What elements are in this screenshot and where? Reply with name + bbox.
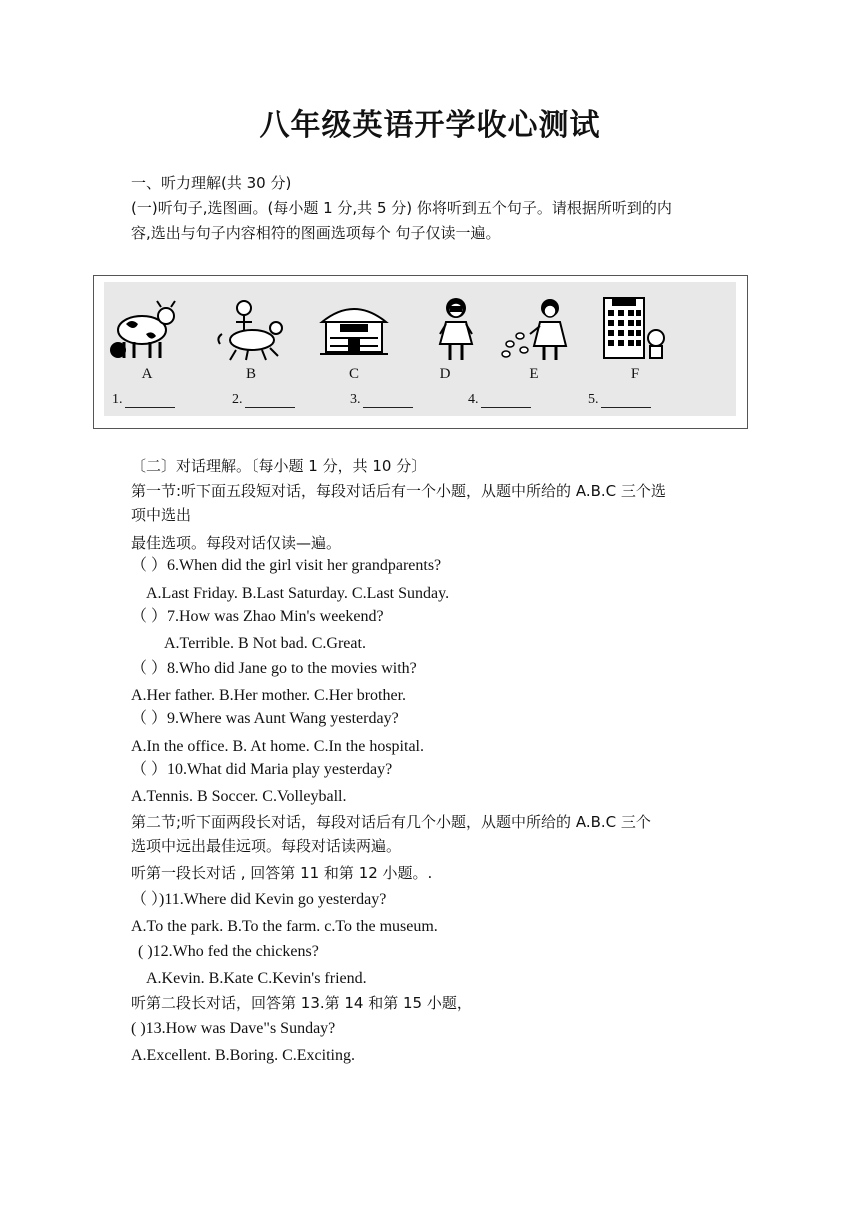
answer-blank: 3. bbox=[350, 392, 413, 408]
question-11: （ ）)11.Where did Kevin go yesterday? bbox=[131, 891, 387, 908]
answer-blank: 1. bbox=[112, 392, 175, 408]
hospital-icon bbox=[598, 294, 670, 364]
building-icon bbox=[318, 294, 390, 364]
question-8: （ ）8.Who did Jane go to the movies with? bbox=[131, 660, 417, 677]
picture-options-figure bbox=[93, 275, 748, 429]
long-dialogue-1-instruction: 听第一段长对话 , 回答第 11 和第 12 小题。. bbox=[131, 864, 433, 882]
question-6: （ ）6.When did the girl visit her grandparents? bbox=[131, 557, 442, 574]
option-letter: D bbox=[439, 366, 451, 382]
option-letter: E bbox=[529, 366, 539, 382]
instruction-line: 容,选出与句子内容相符的图画选项每个 句子仅读一遍。 bbox=[131, 224, 501, 242]
picture-strip bbox=[104, 282, 736, 416]
question-9-options: A.In the office. B. At home. C.In the hospital. bbox=[131, 738, 424, 755]
section-heading-dialogue: 〔二〕对话理解。〔每小题 1 分，共 10 分〕 bbox=[131, 457, 427, 475]
page-title: 八年级英语开学收心测试 bbox=[259, 108, 601, 143]
question-10: （ ）10.What did Maria play yesterday? bbox=[131, 761, 393, 778]
girl-camera-icon bbox=[420, 294, 492, 364]
boy-on-horse-icon bbox=[214, 294, 286, 364]
instruction-line: (一)听句子,选图画。(每小题 1 分,共 5 分) 你将听到五个句子。请根据所听到的内 bbox=[131, 199, 672, 217]
option-letter: C bbox=[348, 366, 359, 382]
answer-blank: 4. bbox=[468, 392, 531, 408]
option-letter: A bbox=[141, 366, 153, 382]
question-12-options: A.Kevin. B.Kate C.Kevin's friend. bbox=[146, 970, 367, 987]
instruction-line: 第一节:听下面五段短对话，每段对话后有一个小题，从题中所给的 A.B.C 三个选 bbox=[131, 482, 666, 500]
answer-blank: 2. bbox=[232, 392, 295, 408]
girl-chickens-icon bbox=[500, 294, 572, 364]
question-7: （ ）7.How was Zhao Min's weekend? bbox=[131, 608, 384, 625]
option-letter: F bbox=[630, 366, 640, 382]
instruction-line: 最佳选项。每段对话仅读—遍。 bbox=[131, 534, 342, 552]
question-11-options: A.To the park. B.To the farm. c.To the museum. bbox=[131, 918, 438, 935]
section-heading-listening: 一、听力理解(共 30 分) bbox=[131, 174, 292, 192]
option-letter: B bbox=[245, 366, 256, 382]
question-13-options: A.Excellent. B.Boring. C.Exciting. bbox=[131, 1047, 355, 1064]
instruction-line: 第二节;听下面两段长对话，每段对话后有几个小题，从题中所给的 A.B.C 三个 bbox=[131, 813, 651, 831]
answer-blank: 5. bbox=[588, 392, 651, 408]
instruction-line: 项中选出 bbox=[131, 506, 192, 524]
question-8-options: A.Her father. B.Her mother. C.Her brother. bbox=[131, 687, 407, 704]
cow-icon bbox=[108, 294, 180, 364]
question-6-options: A.Last Friday. B.Last Saturday. C.Last Sunday. bbox=[146, 585, 450, 602]
question-9: （ ）9.Where was Aunt Wang yesterday? bbox=[131, 710, 399, 727]
question-13: ( )13.How was Dave"s Sunday? bbox=[131, 1020, 336, 1037]
question-10-options: A.Tennis. B Soccer. C.Volleyball. bbox=[131, 788, 347, 805]
long-dialogue-2-instruction: 听第二段长对话，回答第 13.第 14 和第 15 小题， bbox=[131, 994, 472, 1012]
question-12: ( )12.Who fed the chickens? bbox=[138, 943, 319, 960]
instruction-line: 选项中远出最佳远项。每段对话读两遍。 bbox=[131, 837, 402, 855]
question-7-options: A.Terrible. B Not bad. C.Great. bbox=[164, 635, 366, 652]
